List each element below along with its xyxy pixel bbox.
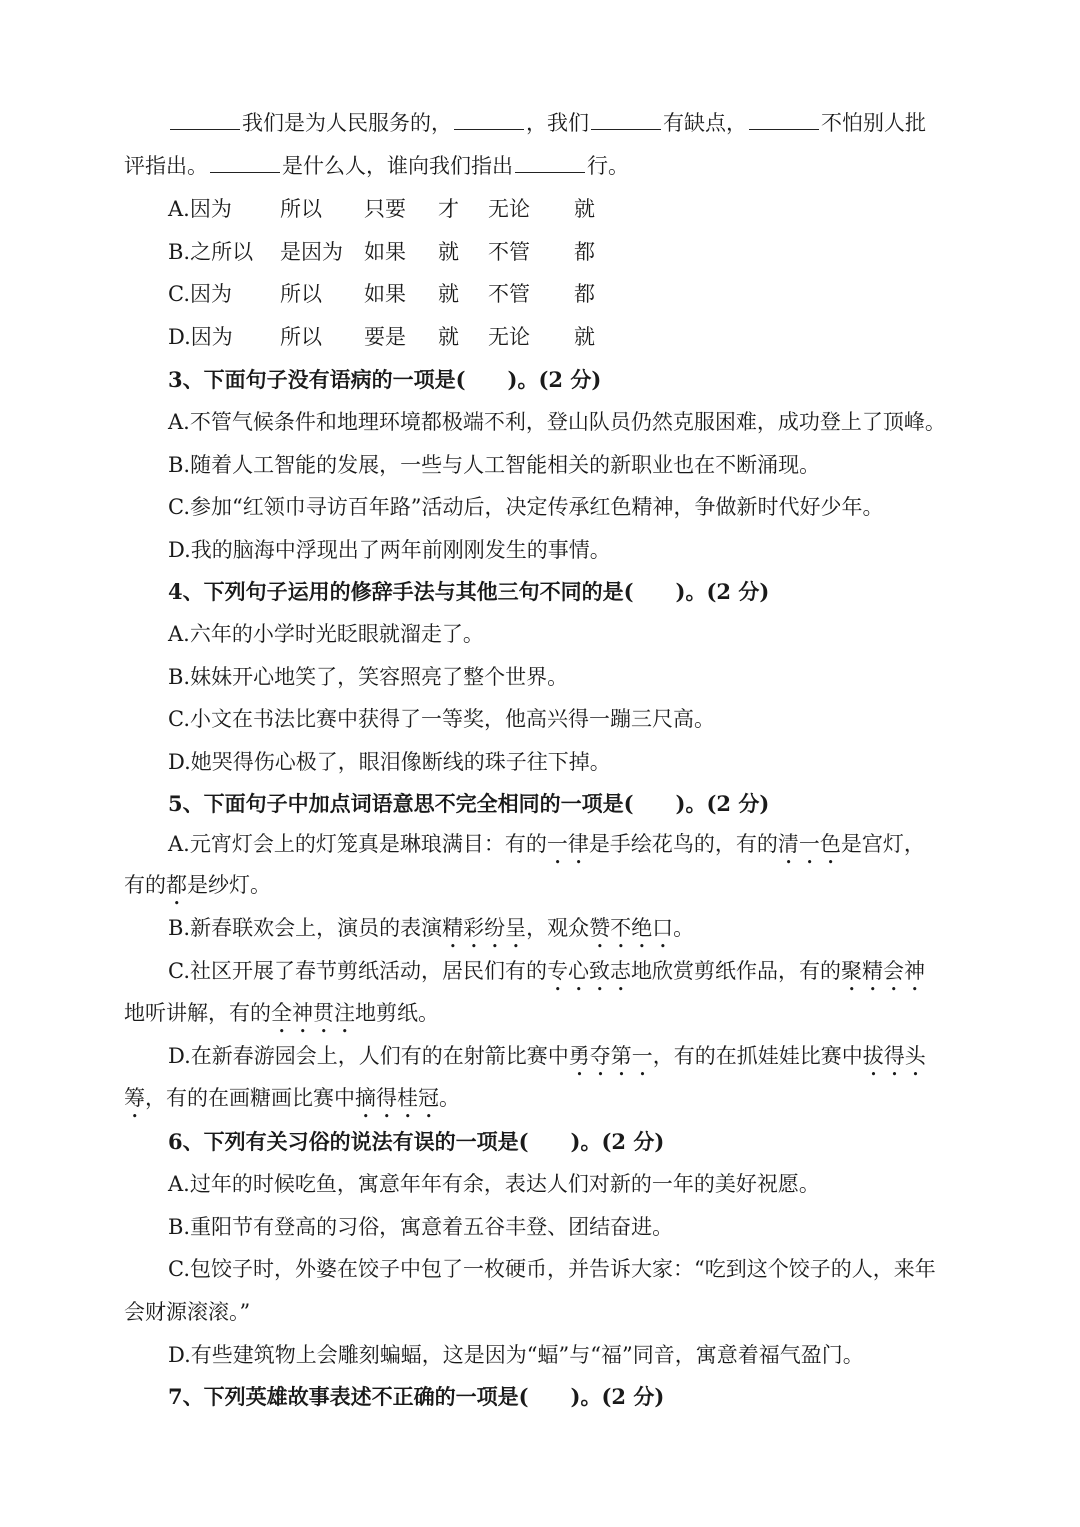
q6-option-c[interactable]: C.包饺子时，外婆在饺子中包了一枚硬币，并告诉大家：“吃到这个饺子的人，来年 [168, 1257, 936, 1281]
answer-blank[interactable] [454, 111, 524, 130]
q3-option-d[interactable]: D.我的脑海中浮现出了两年前刚刚发生的事情。 [168, 538, 611, 562]
text: A.元宵灯会上的灯笼真是琳琅满目：有的 [168, 832, 547, 856]
dotted-word: 清一色 [777, 832, 841, 856]
q6-option-c-cont: 会财源滚滚。” [124, 1300, 251, 1324]
option-word: 无论 [488, 325, 530, 349]
dotted-word: 筹 [124, 1086, 145, 1110]
q6-option-a[interactable]: A.过年的时候吃鱼，寓意年年有余，表达人们对新的一年的美好祝愿。 [168, 1172, 820, 1196]
q3-title: 3、下面句子没有语病的一项是( )。(2 分) [168, 367, 602, 392]
option-word: 不管 [488, 282, 530, 306]
dotted-word: 赞不绝口 [589, 916, 674, 940]
q5-option-a[interactable] [168, 829, 925, 869]
text: C.社区开展了春节剪纸活动，居民们有的 [168, 959, 547, 983]
q2-text: ，我们 [526, 111, 589, 135]
q4-title: 4、下列句子运用的修辞手法与其他三句不同的是( )。(2 分) [168, 579, 770, 604]
option-word: 如果 [364, 282, 406, 306]
text: 地听讲解，有的 [124, 1001, 271, 1025]
option-word: 就 [574, 325, 595, 349]
q4-option-c[interactable]: C.小文在书法比赛中获得了一等奖，他高兴得一蹦三尺高。 [168, 707, 715, 731]
q7-title: 7、下列英雄故事表述不正确的一项是( )。(2 分) [168, 1384, 665, 1409]
text: D.在新春游园会上，人们有的在射箭比赛中 [168, 1044, 569, 1068]
dotted-word: 勇夺第一 [568, 1044, 653, 1068]
answer-blank[interactable] [749, 111, 819, 130]
q5-option-d-cont [124, 1083, 460, 1123]
option-word: 无论 [488, 197, 530, 221]
q2-text: 不怕别人批 [821, 111, 926, 135]
text: 地剪纸。 [355, 1001, 439, 1025]
option-word: 就 [438, 240, 459, 264]
q3-option-b[interactable]: B.随着人工智能的发展，一些与人工智能相关的新职业也在不断涌现。 [168, 453, 821, 477]
answer-blank[interactable] [591, 111, 661, 130]
dotted-word: 聚精会神 [841, 959, 925, 983]
option-word: 就 [438, 282, 459, 306]
option-word: 所以 [280, 197, 322, 221]
q2-text: 行。 [587, 154, 629, 178]
option-word: 是因为 [280, 240, 343, 264]
q3-option-a[interactable]: A.不管气候条件和地理环境都极端不利，登山队员仍然克服困难，成功登上了顶峰。 [168, 410, 946, 434]
q2-text: 有缺点， [663, 111, 747, 135]
option-word: 如果 [364, 240, 406, 264]
text: 。 [673, 916, 695, 940]
dotted-word: 一律 [546, 832, 589, 856]
q5-title: 5、下面句子中加点词语意思不完全相同的一项是( )。(2 分) [168, 791, 770, 816]
text: 是宫灯， [840, 832, 925, 856]
answer-blank[interactable] [170, 111, 240, 130]
q2-option-d[interactable] [168, 322, 595, 352]
text: 有的 [124, 873, 166, 897]
q2-text: 我们是为人民服务的， [242, 111, 452, 135]
dotted-word: 都 [166, 873, 187, 897]
option-word: 所以 [280, 325, 322, 349]
q5-option-a-cont [124, 870, 271, 910]
dotted-word: 精彩纷呈 [442, 916, 527, 940]
option-word: 要是 [364, 325, 406, 349]
q2-option-c[interactable] [168, 279, 595, 309]
q4-option-a[interactable]: A.六年的小学时光眨眼就溜走了。 [168, 622, 484, 646]
dotted-word: 拔得头 [862, 1044, 926, 1068]
text: ，有的在画糖画比赛中 [145, 1086, 355, 1110]
option-word: A.因为 [168, 197, 232, 221]
q2-text: 是什么人，谁向我们指出 [282, 154, 513, 178]
option-word: C.因为 [168, 282, 232, 306]
option-word: 所以 [280, 282, 322, 306]
q2-text: 评指出。 [124, 154, 208, 178]
option-word: 不管 [488, 240, 530, 264]
option-word: 才 [438, 197, 459, 221]
q2-option-b[interactable] [168, 237, 595, 267]
answer-blank[interactable] [210, 154, 280, 173]
option-word: 只要 [364, 197, 406, 221]
q5-option-b[interactable] [168, 913, 694, 953]
q4-option-b[interactable]: B.妹妹开心地笑了，笑容照亮了整个世界。 [168, 665, 569, 689]
text: 是纱灯。 [187, 873, 271, 897]
q6-title: 6、下列有关习俗的说法有误的一项是( )。(2 分) [168, 1129, 665, 1154]
text: 。 [439, 1086, 460, 1110]
q2-stem-line1 [168, 108, 926, 138]
option-word: 就 [574, 197, 595, 221]
dotted-word: 全神贯注 [271, 1001, 355, 1025]
text: ，观众 [526, 916, 590, 940]
text: 地欣赏剪纸作品，有的 [631, 959, 841, 983]
text: B.新春联欢会上，演员的表演 [168, 916, 443, 940]
answer-blank[interactable] [515, 154, 585, 173]
q6-option-b[interactable]: B.重阳节有登高的习俗，寓意着五谷丰登、团结奋进。 [168, 1215, 674, 1239]
q5-option-d[interactable] [168, 1041, 926, 1081]
option-word: D.因为 [168, 325, 233, 349]
option-word: 都 [574, 240, 595, 264]
q2-option-a[interactable] [168, 194, 595, 224]
q4-option-d[interactable]: D.她哭得伤心极了，眼泪像断线的珠子往下掉。 [168, 750, 611, 774]
text: ，有的在抓娃娃比赛中 [652, 1044, 863, 1068]
dotted-word: 专心致志 [547, 959, 631, 983]
q5-option-c-cont [124, 998, 439, 1038]
q3-option-c[interactable]: C.参加“红领巾寻访百年路”活动后，决定传承红色精神，争做新时代好少年。 [168, 495, 884, 519]
text: 是手绘花鸟的，有的 [588, 832, 778, 856]
option-word: 就 [438, 325, 459, 349]
q5-option-c[interactable] [168, 956, 925, 996]
option-word: B.之所以 [168, 240, 254, 264]
dotted-word: 摘得桂冠 [355, 1086, 439, 1110]
q6-option-d[interactable]: D.有些建筑物上会雕刻蝙蝠，这是因为“蝠”与“福”同音，寓意着福气盈门。 [168, 1343, 864, 1367]
q2-stem-line2 [124, 151, 629, 181]
option-word: 都 [574, 282, 595, 306]
